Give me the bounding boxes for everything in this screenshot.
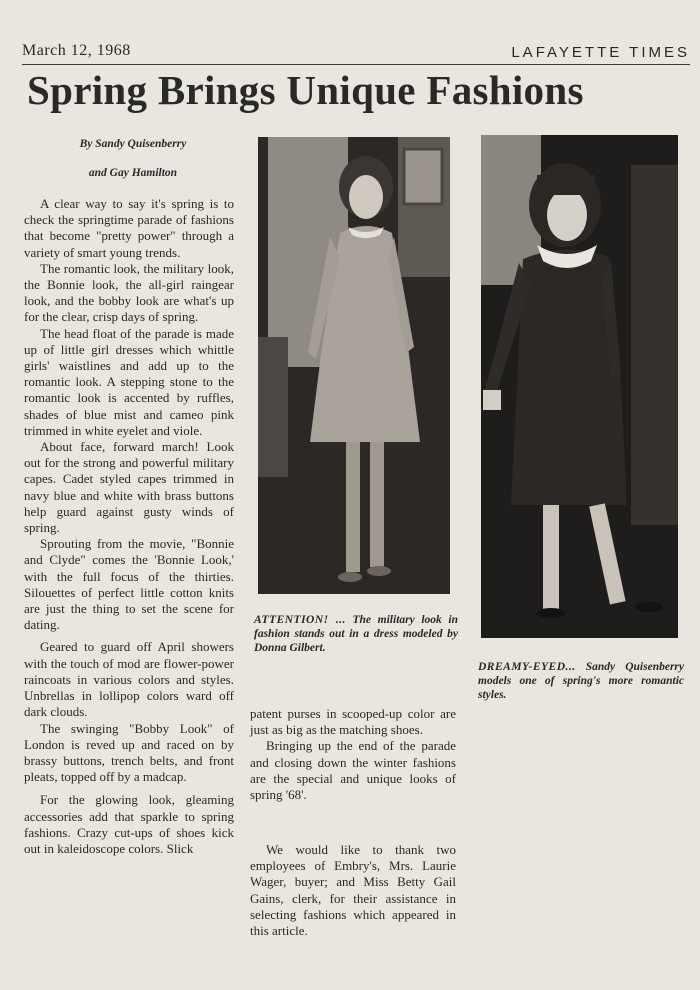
paragraph: The head float of the parade is made up of little girl dresses which whittle girls' waistlines and add up to the romantic look. A stepping stone to the romantic look is accented by ruffles, shades of blue mist and cameo pink trimmed in white eyelet and viole.: [24, 325, 234, 438]
article-column-1: [24, 196, 234, 857]
caption-lead: DREAMY-EYED...: [478, 661, 576, 673]
newspaper-name: LAFAYETTE TIMES: [511, 44, 690, 61]
article-headline: Spring Brings Unique Fashions: [27, 67, 584, 113]
paragraph: For the glowing look, gleaming accessories add that sparkle to spring fashions. Crazy cut-ups of shoes kick out in kaleidoscope colors. Slick: [24, 792, 234, 856]
issue-date: March 12, 1968: [22, 42, 131, 59]
photo-romantic-look: [481, 135, 678, 638]
paragraph: Geared to guard off April showers with the touch of mod are flower-power raincoats in various colors and styles. Unbrellas in lollipop colors ward off dark clouds.: [24, 639, 234, 720]
paragraph: A clear way to say it's spring is to check the springtime parade of fashions that become "pretty power" through a variety of smart young trends.: [24, 196, 234, 260]
photo-caption-2: [478, 660, 684, 703]
byline-author-1: By Sandy Quisenberry: [79, 138, 187, 150]
photo-image: [481, 135, 678, 638]
article-column-2: [250, 706, 456, 803]
masthead: [22, 40, 690, 65]
paragraph: Sprouting from the movie, "Bonnie and Clyde" comes the 'Bonnie Look,' with the full focus of the thirties. Silouettes of perfect little cotton knits are just the thing to set the scene for dating.: [24, 536, 234, 633]
paragraph: The romantic look, the military look, the Bonnie look, the all-girl raingear look, and the bobby look are what's up for the clear, crisp days of spring.: [24, 260, 234, 325]
photo-caption-1: [254, 613, 458, 656]
paragraph: patent purses in scooped-up color are just as big as the matching shoes.: [250, 706, 456, 738]
paragraph: About face, forward march! Look out for the strong and powerful military capes. Cadet styled capes trimmed in navy blue and white with brass buttons help guard against gusty winds of spring.: [24, 439, 234, 536]
photo-military-look: [258, 137, 450, 594]
paragraph: We would like to thank two employees of Embry's, Mrs. Laurie Wager, buyer; and Miss Betty Gail Gains, clerk, for their assistance in selecting fashions which appeared in this article.: [250, 842, 456, 939]
caption-text: Sandy Quisenberry models one of spring's more romantic styles.: [478, 661, 684, 702]
byline-author-2: and Gay Hamilton: [88, 167, 178, 179]
caption-lead: ATTENTION! ...: [254, 614, 346, 626]
caption-text: The military look in fashion stands out in a dress modeled by Donna Gilbert.: [254, 614, 458, 655]
paragraph: Bringing up the end of the parade and closing down the winter fashions are the special and unique looks of spring '68'.: [250, 738, 456, 803]
paragraph: The swinging "Bobby Look" of London is reved up and raced on by brassy buttons, trench belts, and front pleats, topped off by a madcap.: [24, 720, 234, 785]
acknowledgement: [250, 842, 456, 939]
photo-image: [258, 137, 450, 594]
